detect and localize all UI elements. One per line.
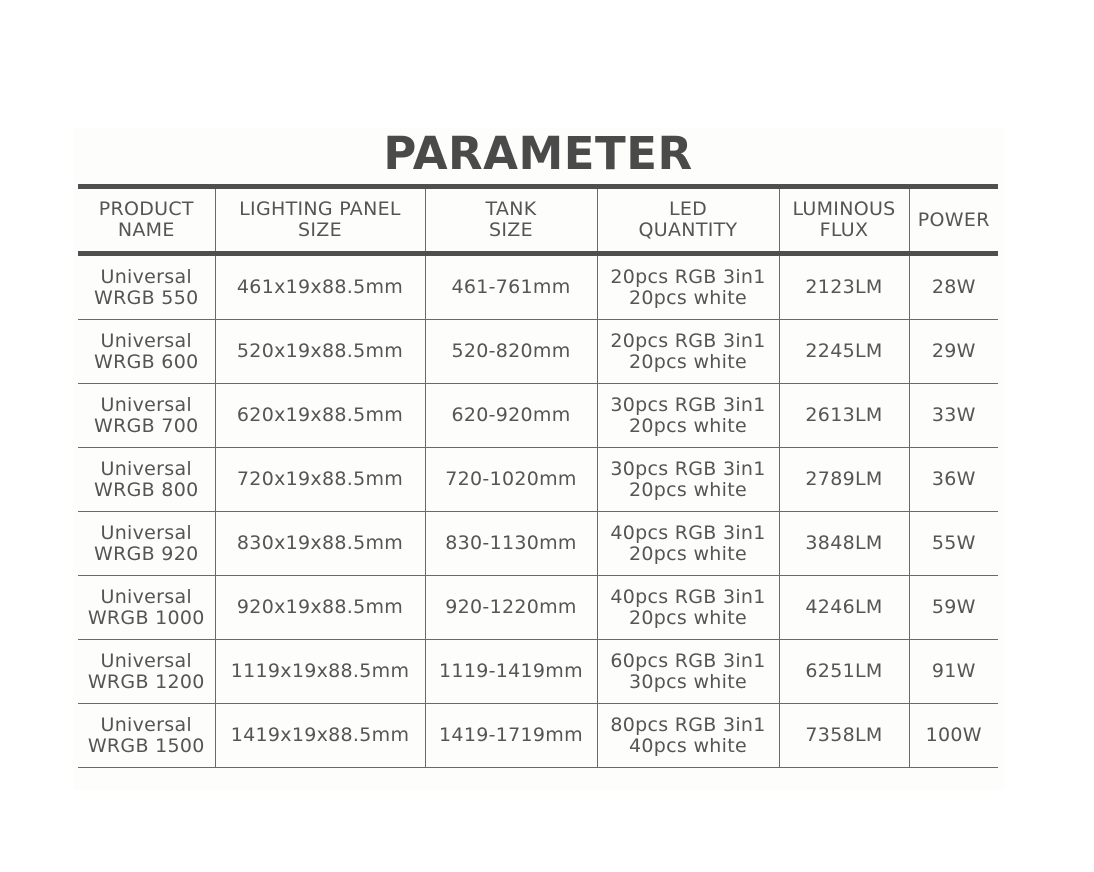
table-row (78, 384, 998, 448)
table-body (78, 254, 998, 768)
cell-luminous-flux (779, 320, 909, 384)
cell-text: 28W (931, 276, 976, 298)
header-line: LED (668, 198, 708, 220)
header-line: SIZE (298, 219, 342, 241)
header-line: QUANTITY (638, 219, 738, 241)
cell-text: 20pcs RGB 3in1 (610, 329, 766, 352)
cell-text: Universal (100, 265, 192, 288)
cell-text: 2613LM (805, 404, 883, 426)
cell-text: WRGB 1200 (87, 670, 205, 693)
cell-text: Universal (100, 585, 192, 608)
cell-tank-size (425, 384, 597, 448)
cell-text: 2789LM (805, 468, 883, 490)
cell-text: 59W (931, 596, 976, 618)
header-line: LUMINOUS (792, 198, 896, 220)
header-line: FLUX (819, 219, 869, 241)
table-row (78, 448, 998, 512)
cell-tank-size (425, 512, 597, 576)
cell-text: Universal (100, 329, 192, 352)
cell-lighting-panel-size (215, 704, 425, 768)
cell-text: 40pcs RGB 3in1 (610, 521, 766, 544)
cell-text: Universal (100, 521, 192, 544)
header-luminous-flux (779, 187, 909, 254)
cell-tank-size (425, 704, 597, 768)
table-header (78, 187, 998, 254)
cell-power (909, 448, 998, 512)
cell-product-name (78, 512, 215, 576)
cell-text: 720-1020mm (445, 468, 577, 490)
cell-power (909, 254, 998, 320)
cell-luminous-flux (779, 704, 909, 768)
cell-lighting-panel-size (215, 384, 425, 448)
cell-led-quantity (597, 512, 779, 576)
cell-product-name (78, 576, 215, 640)
cell-text: Universal (100, 713, 192, 736)
cell-text: Universal (100, 649, 192, 672)
cell-text: 20pcs white (629, 542, 747, 565)
cell-text: 1119x19x88.5mm (230, 660, 410, 682)
cell-text: 620-920mm (451, 404, 571, 426)
cell-luminous-flux (779, 576, 909, 640)
table-row (78, 512, 998, 576)
cell-text: 461x19x88.5mm (236, 276, 404, 298)
cell-text: WRGB 550 (94, 286, 199, 309)
cell-product-name (78, 384, 215, 448)
cell-text: 20pcs white (629, 350, 747, 373)
table-row (78, 320, 998, 384)
cell-tank-size (425, 448, 597, 512)
cell-lighting-panel-size (215, 320, 425, 384)
cell-text: WRGB 1500 (87, 734, 205, 757)
cell-text: 100W (925, 724, 982, 746)
cell-text: 20pcs RGB 3in1 (610, 265, 766, 288)
cell-led-quantity (597, 576, 779, 640)
header-line: NAME (117, 219, 175, 241)
cell-text: 29W (931, 340, 976, 362)
cell-text: WRGB 1000 (87, 606, 205, 629)
cell-luminous-flux (779, 254, 909, 320)
cell-text: 55W (931, 532, 976, 554)
cell-text: 2123LM (805, 276, 883, 298)
cell-lighting-panel-size (215, 448, 425, 512)
cell-text: 36W (931, 468, 976, 490)
cell-text: 30pcs white (629, 670, 747, 693)
header-row (78, 187, 998, 254)
cell-text: WRGB 600 (94, 350, 199, 373)
cell-text: 461-761mm (451, 276, 571, 298)
header-tank-size (425, 187, 597, 254)
cell-lighting-panel-size (215, 512, 425, 576)
page-title: PARAMETER (383, 127, 693, 180)
cell-text: 60pcs RGB 3in1 (610, 649, 766, 672)
cell-text: 40pcs RGB 3in1 (610, 585, 766, 608)
cell-led-quantity (597, 384, 779, 448)
cell-power (909, 576, 998, 640)
cell-text: 33W (931, 404, 976, 426)
cell-text: 20pcs white (629, 414, 747, 437)
cell-text: 1419x19x88.5mm (230, 724, 410, 746)
cell-text: 620x19x88.5mm (236, 404, 404, 426)
cell-power (909, 512, 998, 576)
cell-text: 40pcs white (629, 734, 747, 757)
cell-luminous-flux (779, 512, 909, 576)
header-product-name (78, 187, 215, 254)
cell-tank-size (425, 254, 597, 320)
table-row (78, 254, 998, 320)
cell-text: 1419-1719mm (439, 724, 583, 746)
cell-led-quantity (597, 320, 779, 384)
cell-product-name (78, 254, 215, 320)
cell-text: 20pcs white (629, 478, 747, 501)
header-line: PRODUCT (98, 198, 194, 220)
cell-led-quantity (597, 640, 779, 704)
cell-text: 920-1220mm (445, 596, 577, 618)
cell-text: WRGB 800 (94, 478, 199, 501)
header-power (909, 187, 998, 254)
header-line: LIGHTING PANEL (239, 198, 401, 220)
cell-lighting-panel-size (215, 576, 425, 640)
cell-power (909, 384, 998, 448)
cell-luminous-flux (779, 384, 909, 448)
cell-text: 3848LM (805, 532, 883, 554)
cell-text: WRGB 920 (94, 542, 199, 565)
cell-luminous-flux (779, 640, 909, 704)
cell-product-name (78, 448, 215, 512)
cell-led-quantity (597, 704, 779, 768)
cell-tank-size (425, 640, 597, 704)
cell-tank-size (425, 320, 597, 384)
cell-text: 830-1130mm (445, 532, 577, 554)
cell-text: 20pcs white (629, 606, 747, 629)
cell-text: WRGB 700 (94, 414, 199, 437)
parameter-table (78, 184, 998, 768)
cell-product-name (78, 320, 215, 384)
table-row (78, 640, 998, 704)
cell-text: 4246LM (805, 596, 883, 618)
cell-text: 2245LM (805, 340, 883, 362)
cell-text: 80pcs RGB 3in1 (610, 713, 766, 736)
cell-product-name (78, 640, 215, 704)
cell-power (909, 320, 998, 384)
header-lighting-panel-size (215, 187, 425, 254)
cell-text: Universal (100, 393, 192, 416)
cell-text: 30pcs RGB 3in1 (610, 457, 766, 480)
cell-tank-size (425, 576, 597, 640)
cell-text: 6251LM (805, 660, 883, 682)
table-row (78, 704, 998, 768)
cell-lighting-panel-size (215, 254, 425, 320)
header-line: SIZE (489, 219, 533, 241)
cell-text: 520x19x88.5mm (236, 340, 404, 362)
cell-power (909, 704, 998, 768)
cell-text: Universal (100, 457, 192, 480)
cell-power (909, 640, 998, 704)
table-row (78, 576, 998, 640)
header-line: TANK (485, 198, 537, 220)
cell-text: 91W (931, 660, 976, 682)
cell-text: 1119-1419mm (439, 660, 583, 682)
cell-text: 830x19x88.5mm (236, 532, 404, 554)
cell-text: 920x19x88.5mm (236, 596, 404, 618)
cell-led-quantity (597, 254, 779, 320)
cell-product-name (78, 704, 215, 768)
cell-text: 520-820mm (451, 340, 571, 362)
cell-text: 720x19x88.5mm (236, 468, 404, 490)
cell-luminous-flux (779, 448, 909, 512)
header-led-quantity (597, 187, 779, 254)
cell-led-quantity (597, 448, 779, 512)
header-line: POWER (917, 208, 990, 231)
cell-lighting-panel-size (215, 640, 425, 704)
cell-text: 7358LM (805, 724, 883, 746)
cell-text: 20pcs white (629, 286, 747, 309)
cell-text: 30pcs RGB 3in1 (610, 393, 766, 416)
